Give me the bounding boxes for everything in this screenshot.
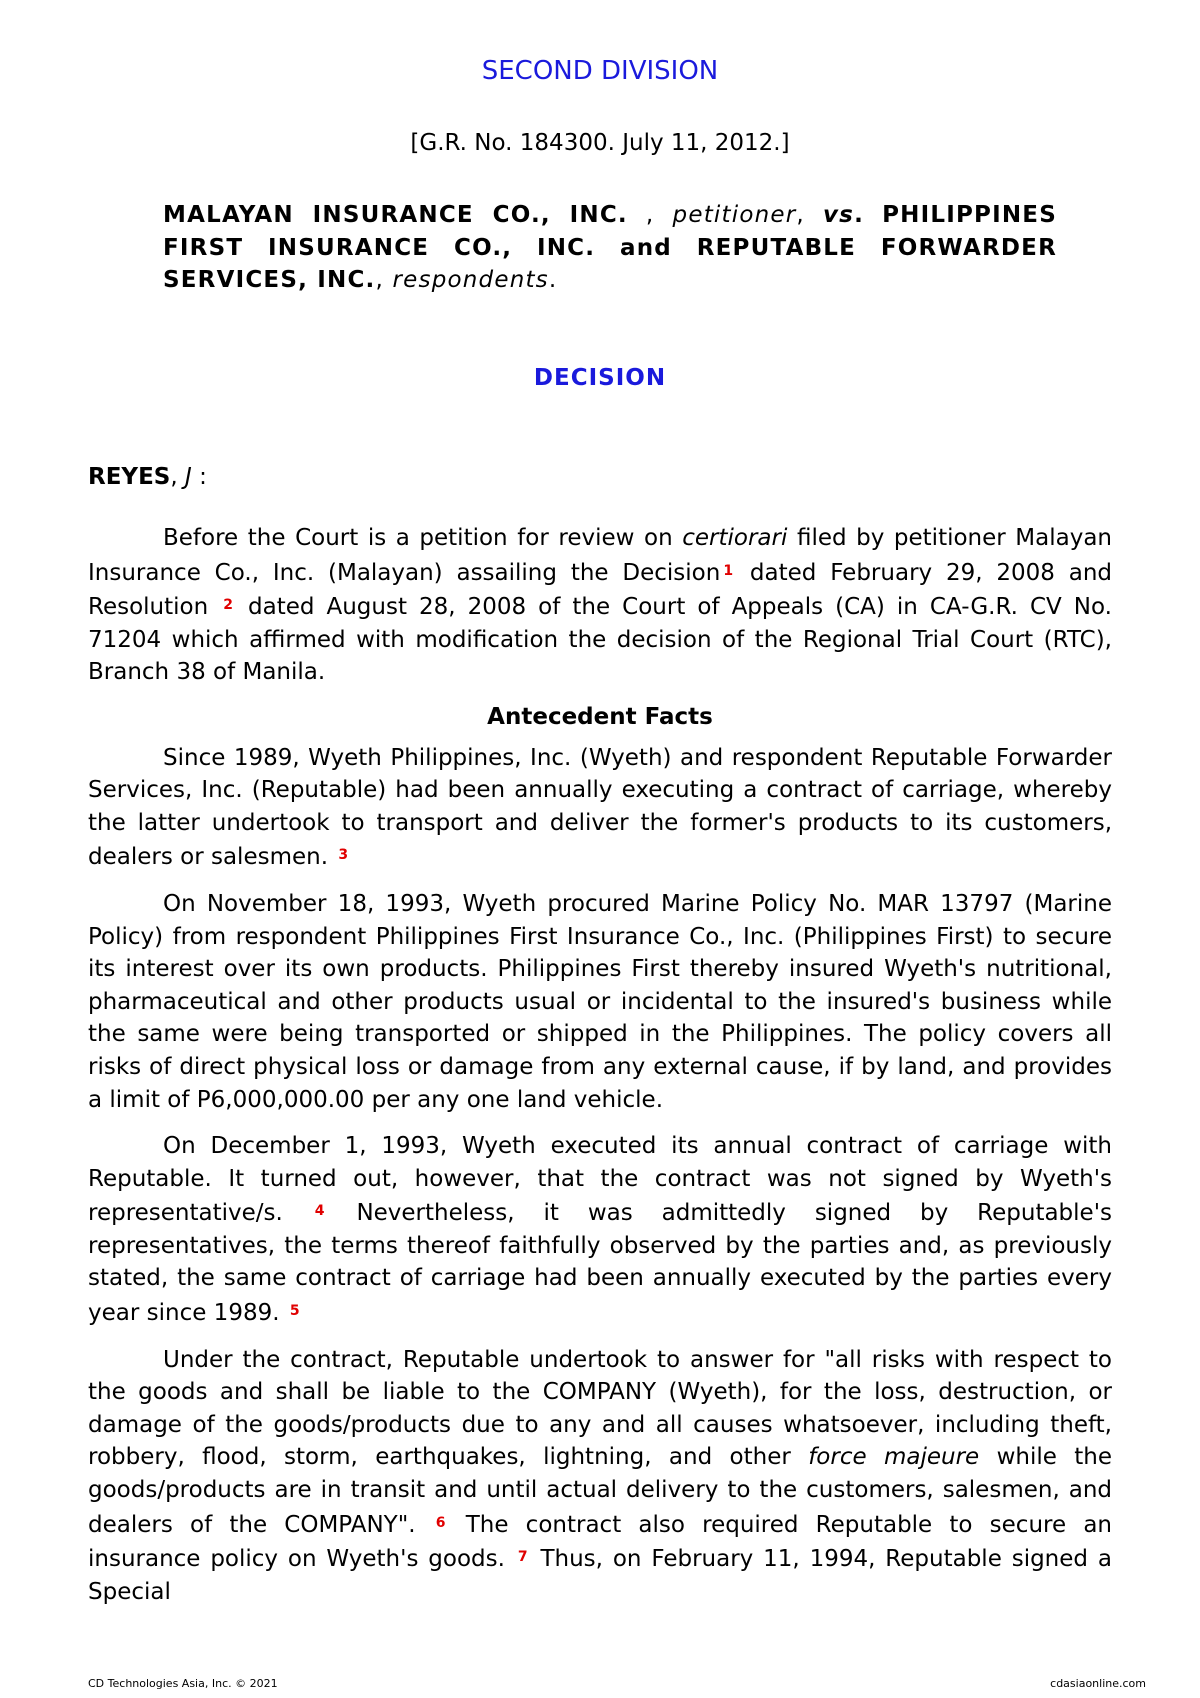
paragraph	[88, 742, 1112, 874]
paragraph: On November 18, 1993, Wyeth procured Marine Policy No. MAR 13797 (Marine Policy) from respondent Philippines First Insurance Co., Inc. (Philippines First) to secure its interest over its own products. Philippines First thereby insured Wyeth's nutritional, pharmaceutical and other products usual or incidental to the insured's business while the same were being transported or shipped in the Philippines. The policy covers all risks of direct physical loss or damage from any external cause, if by land, and provides a limit of P6,000,000.00 per any one land vehicle.	[88, 890, 1112, 1113]
division-heading: SECOND DIVISION	[481, 56, 719, 86]
petitioner-name: MALAYAN INSURANCE CO., INC.	[163, 202, 628, 228]
petitioner-role: petitioner	[672, 202, 797, 228]
footnote-link[interactable]: 2	[223, 597, 233, 614]
footnote-link[interactable]: 5	[289, 1303, 300, 1320]
ponente: REYES, J :	[88, 464, 207, 490]
text-segment: filed by petitioner Malayan Insurance Co., Inc. (Malayan) assailing the Decision	[88, 525, 1113, 586]
respondents-role: respondents	[392, 267, 549, 293]
case-number: [G.R. No. 184300. July 11, 2012.]	[410, 130, 790, 156]
footnote-link[interactable]: 3	[338, 847, 349, 864]
paragraph	[88, 1130, 1112, 1330]
text-segment: Nevertheless, it was admittedly signed by Reputable's representatives, the terms thereof faithfully observed by the parties and, as previously stated, the same contract of carriage had been annually executed by the parties every year since 1989.	[88, 1200, 1113, 1327]
footnote-link[interactable]: 7	[517, 1549, 528, 1566]
paragraph-intro	[88, 522, 1112, 689]
text-segment: Since 1989, Wyeth Philippines, Inc. (Wyeth) and respondent Reputable Forwarder Services, Inc. (Reputable) had been annually executing a contract of carriage, whereby the latter undertook to transport and deliver the former's products to its customers, dealers or salesmen.	[88, 744, 1112, 871]
paragraph	[88, 1344, 1112, 1609]
versus: vs	[822, 202, 855, 228]
text-segment: while the goods/products are in transit and until actual delivery to the customers, salesmen, and dealers of the COMPANY".	[88, 1444, 1113, 1538]
text-segment: dated February 29, 2008 and Resolution	[88, 559, 1113, 621]
section-heading-antecedent-facts: Antecedent Facts	[487, 703, 713, 730]
case-parties: MALAYAN INSURANCE CO., INC. , petitioner, vs. PHILIPPINES FIRST INSURANCE CO., INC. and REPUTABLE FORWARDER SERVICES, INC., respondents.	[163, 202, 1057, 293]
text-segment: Before the Court is a petition for review on	[163, 525, 673, 551]
text-segment: Under the contract, Reputable undertook to answer for "all risks with respect to the goods and shall be liable to the COMPANY (Wyeth), for the loss, destruction, or damage of the goods/products due to any and all causes whatsoever, including theft, robbery, flood, storm, earthquakes, lightning, and other	[88, 1346, 1112, 1471]
ponente-name: REYES	[88, 464, 171, 490]
respondents-name: PHILIPPINES FIRST INSURANCE CO., INC. and REPUTABLE FORWARDER SERVICES, INC.	[163, 202, 1057, 293]
text-segment: dated August 28, 2008 of the Court of Appeals (CA) in CA-G.R. CV No. 71204 which affirmed with modification the decision of the Regional Trial Court (RTC), Branch 38 of Manila.	[88, 594, 1112, 686]
text-segment: On December 1, 1993, Wyeth executed its annual contract of carriage with Reputable. It turned out, however, that the contract was not signed by Wyeth's representative/s.	[88, 1133, 1112, 1227]
decision-body	[88, 522, 1112, 1622]
footnote-link[interactable]: 1	[723, 562, 734, 579]
footer-copyright: CD Technologies Asia, Inc. © 2021	[88, 1677, 278, 1690]
italic-term: certiorari	[682, 525, 788, 551]
text-segment: Thus, on February 11, 1994, Reputable signed a Special	[88, 1546, 1112, 1605]
decision-title: DECISION	[533, 365, 667, 391]
text-segment: The contract also required Reputable to secure an insurance policy on Wyeth's goods.	[88, 1511, 1112, 1573]
footnote-link[interactable]: 4	[314, 1203, 325, 1220]
footnote-link[interactable]: 6	[435, 1514, 446, 1531]
italic-term: force majeure	[808, 1444, 980, 1471]
ponente-suffix: J	[184, 464, 192, 490]
footer-site-link[interactable]: cdasiaonline.com	[1050, 1677, 1146, 1690]
